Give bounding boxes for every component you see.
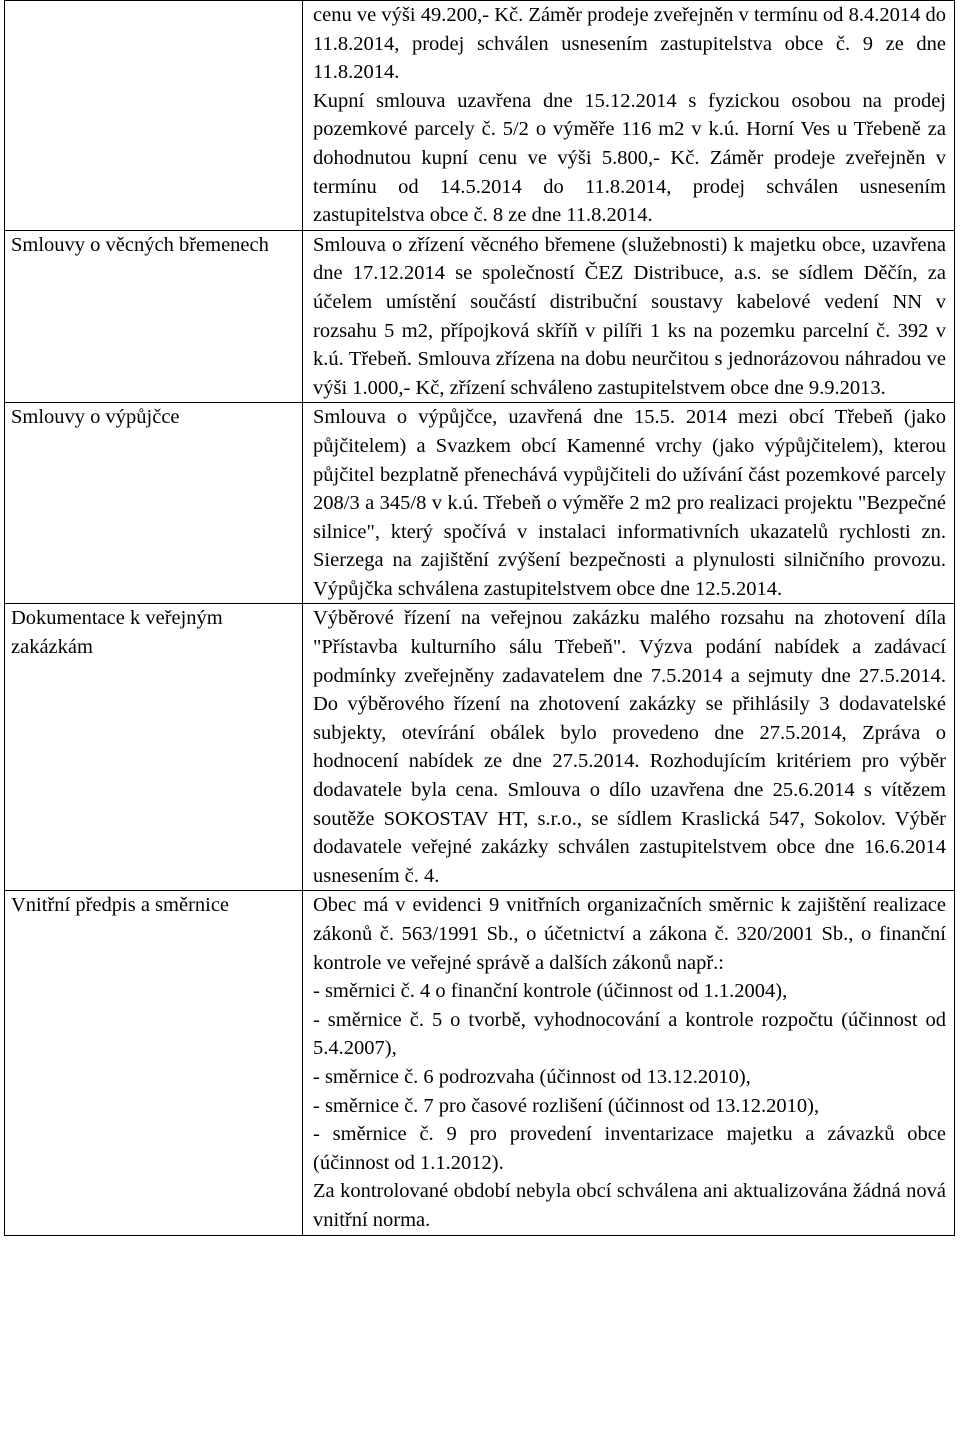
- row-label: Vnitřní předpis a směrnice: [5, 891, 303, 1235]
- row-label: Smlouvy o věcných břemenech: [5, 230, 303, 403]
- table-row: [5, 1, 955, 231]
- paragraph: Výběrové řízení na veřejnou zakázku malého rozsahu na zhotovení díla "Přístavba kulturního sálu Třebeň". Výzva podání nabídek a zadávací podmínky zveřejněny zadavatelem dne 7.5.2014 a sejmuty dne 27.5.2014. Do výběrového řízení na zhotovení zakázky se přihlásily 3 dodavatelské subjekty, otevírání obálek bylo provedeno dne 27.5.2014, Zpráva o hodnocení nabídek ze dne 27.5.2014. Rozhodujícím kritériem pro výběr dodavatele byla cena. Smlouva o dílo uzavřena dne 25.6.2014 s vítězem soutěže SOKOSTAV HT, s.r.o., se sídlem Kraslická 547, Sokolov. Výběr dodavatele veřejné zakázky schválen zastupitelstvem obce dne 16.6.2014 usnesením č. 4.: [313, 607, 946, 887]
- table-row: [5, 403, 955, 604]
- list-item: - směrnice č. 9 pro provedení inventarizace majetku a závazků obce (účinnost od 1.1.2012).: [313, 1123, 946, 1174]
- row-content: [303, 230, 955, 403]
- table-row: [5, 891, 955, 1235]
- row-label: Smlouvy o výpůjčce: [5, 403, 303, 604]
- table-row: [5, 230, 955, 403]
- row-label: Dokumentace k veřejným zakázkám: [5, 604, 303, 891]
- row-content: [303, 891, 955, 1235]
- paragraph: Smlouva o výpůjčce, uzavřená dne 15.5. 2014 mezi obcí Třebeň (jako půjčitelem) a Svazkem obcí Kamenné vrchy (jako výpůjčitelem), kterou půjčitel bezplatně přenechává vypůjčiteli do užívání část pozemkové parcely 208/3 a 345/8 v k.ú. Třebeň o výměře 2 m2 pro realizaci projektu "Bezpečné silnice", který spočívá v instalaci informativních ukazatelů rychlosti zn. Sierzega na zajištění zvýšení bezpečnosti a plynulosti silničního provozu. Výpůjčka schválena zastupitelstvem obce dne 12.5.2014.: [313, 406, 946, 600]
- row-content: [303, 1, 955, 231]
- paragraph-closing: Za kontrolované období nebyla obcí schválena ani aktualizována žádná nová vnitřní norma.: [313, 1180, 946, 1231]
- paragraph-intro: Obec má v evidenci 9 vnitřních organizačních směrnic k zajištění realizace zákonů č. 563/1991 Sb., o účetnictví a zákona č. 320/2001 Sb., o finanční kontrole ve veřejné správě a dalších zákonů např.:: [313, 894, 946, 974]
- list-item: - směrnici č. 4 o finanční kontrole (účinnost od 1.1.2004),: [313, 980, 788, 1003]
- paragraph: Kupní smlouva uzavřena dne 15.12.2014 s fyzickou osobou na prodej pozemkové parcely č. 5/2 o výměře 116 m2 v k.ú. Horní Ves u Třebeně za dohodnutou kupní cenu ve výši 5.800,- Kč. Záměr prodeje zveřejněn v termínu od 14.5.2014 do 11.8.2014, prodej schválen usnesením zastupitelstva obce č. 8 ze dne 11.8.2014.: [313, 89, 946, 227]
- list-item: - směrnice č. 7 pro časové rozlišení (účinnost od 13.12.2010),: [313, 1094, 820, 1117]
- inspection-table: [4, 0, 955, 1236]
- row-label: [5, 1, 303, 231]
- paragraph: cenu ve výši 49.200,- Kč. Záměr prodeje zveřejněn v termínu od 8.4.2014 do 11.8.2014, prodej schválen usnesením zastupitelstva obce č. 9 ze dne 11.8.2014.: [313, 4, 946, 84]
- row-content: [303, 403, 955, 604]
- row-content: [303, 604, 955, 891]
- table-row: [5, 604, 955, 891]
- paragraph: Smlouva o zřízení věcného břemene (služebnosti) k majetku obce, uzavřena dne 17.12.2014 se společností ČEZ Distribuce, a.s. se sídlem Děčín, za účelem umístění součástí distribuční soustavy kabelové vedení NN v rozsahu 5 m2, přípojková skříň v pilíři 1 ks na pozemku parcelní č. 392 v k.ú. Třebeň. Smlouva zřízena na dobu neurčitou s jednorázovou náhradou ve výši 1.000,- Kč, zřízení schváleno zastupitelstvem obce dne 9.9.2013.: [313, 233, 946, 399]
- list-item: - směrnice č. 6 podrozvaha (účinnost od 13.12.2010),: [313, 1065, 751, 1088]
- list-item: - směrnice č. 5 o tvorbě, vyhodnocování a kontrole rozpočtu (účinnost od 5.4.2007),: [313, 1008, 946, 1060]
